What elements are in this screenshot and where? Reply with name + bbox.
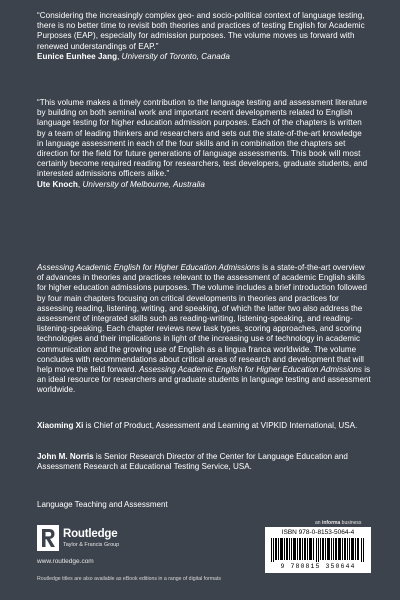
description-part-1: is a state-of-the-art overview of advances in theories and practices relevant to the assessment of academic English skills for higher education admissions purposes. The volume includes a brief introduction followed by four main chapters focusing on critical developments in theories and practices for assessing reading, listening, writing, and speaking, of which the latter two also address the assessment of integrated skills such as reading-writing, listening-speaking, and reading-listening-speaking. Each chapter reviews new task types, scoring approaches, and scoring technologies and their implications in light of the increasing use of technology in academic communication and the growing use of English as a lingua franca worldwide. The volume concludes with recommendations about critical areas of research and development that will help move the field forward. — [37, 263, 368, 375]
informa-prefix: an — [315, 520, 322, 526]
quote-1-affiliation: University of Toronto, Canada — [121, 51, 230, 61]
series-name: Language Teaching and Assessment — [37, 500, 168, 509]
book-title-ref-2: Assessing Academic English for Higher Education Admissions — [138, 365, 362, 375]
endorsement-quote-2 — [37, 98, 369, 190]
editor-2-bio: is Senior Research Director of the Center for Language Education and Assessment Research at Educational Testing Service, USA. — [37, 452, 348, 472]
editor-2-name: John M. Norris — [37, 452, 94, 461]
editor-1-name: Xiaoming Xi — [37, 421, 84, 430]
routledge-logo — [37, 525, 177, 555]
isbn-barcode — [265, 527, 371, 573]
quote-2-text: “This volume makes a timely contribution to the language testing and assessment literature by building on both seminal work and important recent developments related to English language testing for higher education admission purposes. Each of the chapters is written by a team of leading thinkers and researchers and sets out the state-of-the-art knowledge in language assessment in each of the four skills and in combination the chapters set direction for the field for future generations of language assessments. This book will most certainly become required reading for researchers, test developers, graduate students, and interested admissions officers alike.” — [37, 98, 368, 179]
ebook-availability-note: Routledge titles are also available as eBook editions in a range of digital formats — [37, 576, 221, 582]
informa-business-tag — [315, 520, 361, 526]
routledge-r-icon — [37, 525, 59, 551]
description-part-2: is an ideal resource for researchers and graduate students in language testing and assessment worldwide. — [37, 365, 371, 395]
quote-2-affiliation: University of Melbourne, Australia — [82, 179, 205, 189]
endorsement-quote-1 — [37, 11, 369, 62]
book-title-ref-1: Assessing Academic English for Higher Education Admissions — [37, 263, 260, 272]
editor-bio-1 — [37, 421, 369, 431]
book-description — [37, 263, 371, 396]
quote-1-author: Eunice Eunhee Jang — [37, 51, 118, 61]
isbn-number: ISBN 978-0-8153-5064-4 — [281, 529, 355, 536]
quote-2-author: Ute Knoch — [37, 179, 78, 189]
barcode-icon — [271, 538, 365, 562]
barcode-digits: 9 780815 350644 — [280, 563, 356, 570]
publisher-website: www.routledge.com — [37, 558, 94, 565]
quote-1-attribution: Eunice Eunhee Jang, University of Toronto, Canada — [37, 51, 230, 61]
informa-brand: informa — [321, 520, 341, 526]
publisher-name: Routledge — [63, 528, 118, 540]
editor-bio-2 — [37, 452, 369, 472]
editor-1-bio: is Chief of Product, Assessment and Learning at VIPKID International, USA. — [83, 421, 358, 430]
quote-2-attribution: Ute Knoch, University of Melbourne, Australia — [37, 179, 205, 189]
publisher-group: Taylor & Francis Group — [63, 542, 120, 548]
quote-1-text: “Considering the increasingly complex geo- and socio-political context of language testing, there is no better time to revisit both theories and practices of testing English for Academic Purposes (EAP), especially for admission purposes. The volume moves us forward with renewed understandings of EAP.” — [37, 11, 365, 51]
informa-suffix: business — [340, 520, 362, 526]
